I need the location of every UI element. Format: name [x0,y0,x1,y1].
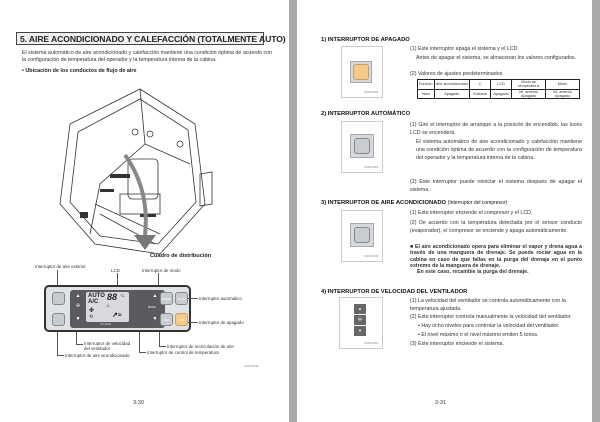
section-3-note: ■ El aire acondicionado opera para eliminar el vapor y drena agua a través de una manguera de drenaje. Se puede rociar agua en la cabina en caso de que fallas en la purga del drenaje en el punto extremo de la manguera de drenaje. [410,244,582,269]
section-1-heading: 1) INTERRUPTOR DE APAGADO [321,37,410,43]
label-lcd: LCD [111,268,120,273]
fan-icon: ✣ [75,303,81,309]
label-ac: Interruptor de aire acondicionado [65,353,130,358]
auto-button[interactable]: AUTO [175,292,188,305]
section-2-heading: 2) INTERRUPTOR AUTOMÁTICO [321,111,411,117]
section-3-heading: 3) INTERRUPTOR DE AIRE ACONDICIONADO (Interruptor del compresor) [321,200,508,206]
mode-button[interactable]: MODE [160,292,173,305]
section-3-item-1: (1) Este interruptor enciende el compresor y el LCD. [410,210,533,216]
fan-down-button[interactable]: ▼ [75,316,81,322]
lcd-temperature: 88 [107,292,118,302]
fan-icon: ✣ [354,315,366,325]
section-4-item-1: (1) La velocidad del ventilador se controla automáticamente con la temperatura ajustada. [410,298,566,312]
lcd-airflow-icon: ↗≈ [112,312,122,319]
page-number: 3-30 [133,400,145,406]
right-edge [592,0,600,422]
section-1-item-1: (1) Este interruptor apaga el sistema y el LCD. [410,46,519,52]
ac-switch-figure: 3182CD30 [341,210,383,262]
distribution-arrow [120,150,160,260]
section-2-item-3: (2) Este interruptor puede reiniciar el sistema después de apagar el sistema. [410,179,582,193]
lcd-defrost-icon: ♨ [106,303,111,309]
right-page [297,0,592,422]
recirc-button[interactable]: REC [160,313,173,326]
table-row: Valor Apagado Entrada Apagado Inf. anterior Apagado Inf. anterior Apagado [418,89,580,99]
section-3-note-tail: En este caso, recambie la purga del drenaje. [417,269,529,275]
section-4-item-2: (2) Este interruptor controla manualmente la velocidad del ventilador. [410,314,572,320]
fan-up-button[interactable]: ▲ [75,293,81,299]
image-code: 3182CD48 [244,364,259,368]
page-gutter [289,0,297,422]
section-4-heading: 4) INTERRUPTOR DE VELOCIDAD DEL VENTILADOR [321,289,468,295]
label-off: Interruptor de apagado [199,320,244,325]
section-4-item-4: • El nivel máximo o el nivel máximo emiten 5 tonos. [418,332,539,338]
temp-up-button[interactable]: ▲ [152,293,158,299]
page-number: 3-31 [435,400,447,406]
default-settings-table [417,79,580,99]
section-2-item-1: (1) Gire el interruptor de arranque a la posición de encendido, las luces LCD se encenderá. [410,122,582,136]
lcd-fan-icon: ✤ [89,308,95,314]
auto-switch-icon [354,138,370,154]
lcd-display [86,292,129,322]
section-title: 5. AIRE ACONDICIONADO Y CALEFACCIÓN (TOTALMENTE AUTO) [16,32,264,45]
fan-switch-figure: ▲ ✣ ▼ 3182CD31 [339,297,383,349]
lcd-ac: A/C [88,299,99,305]
lcd-auto: AUTO [88,293,105,299]
label-mode: Interruptor de modo [142,268,181,273]
section-4-item-3: • Hay ocho niveles para controlar la velocidad del ventilador. [418,323,560,329]
brand-label: HYUNDAI [100,323,112,326]
climate-control-panel [44,285,191,332]
section-3-item-2: (2) De acuerdo con la temperatura detectada por el sensor conducto (evaporador), el compresor se enciende y apaga automáticamente. [410,220,582,234]
label-outside-air: Interruptor de aire exterior [35,264,86,269]
section-4-item-5: (3) Este interruptor enciende el sistema. [410,341,504,347]
section-1-item-3: (2) Valores de ajustes predeterminados [410,71,503,77]
off-switch-icon [353,64,369,80]
auto-switch-figure: 3182CD29 [341,121,383,173]
mode-tag: MODE [148,306,156,309]
label-temp: Interruptor de control de temperatura [147,350,219,355]
ac-button[interactable] [52,313,65,326]
left-page [0,0,289,422]
section-1-item-2: Antes de apagar el sistema, se almacenan los valores configurados. [416,55,577,61]
lcd-recirc-icon: ⟲ [89,314,94,320]
label-recirc: Interruptor de recirculación de aire [167,344,234,349]
fan-up-icon: ▲ [354,304,366,314]
table-header-row: Función Aire acondicionado C LCD Modo de temperatura Modo [418,80,580,90]
label-fan-speed: Interruptor de velocidad del ventilador [84,341,131,351]
intro-paragraph: El sistema automático de aire acondicionado y calefacción mantiene una condición óptima de acuerdo con la configuración de temperatura del operador y la temperatura interna de la cabina. [22,50,272,63]
off-switch-figure: 3182CD28 [341,46,383,98]
ac-switch-icon [354,227,370,243]
label-auto: Interruptor automático [199,296,242,301]
fan-down-icon: ▼ [354,326,366,336]
subheading: • Ubicación de los conductos de flujo de aire [22,68,137,74]
lcd-unit: °C [120,293,125,298]
outside-air-button[interactable] [52,292,65,305]
section-2-item-2: El sistema automático de aire acondicionado y calefacción mantiene una condición óptima de acuerdo con la configuración de temperatura del operador y la temperatura interna de la cabina. [416,139,582,161]
temp-down-button[interactable]: ▼ [152,316,158,322]
figure-caption: Cuadro de distribución [150,253,212,259]
off-button[interactable]: OFF [175,313,188,326]
